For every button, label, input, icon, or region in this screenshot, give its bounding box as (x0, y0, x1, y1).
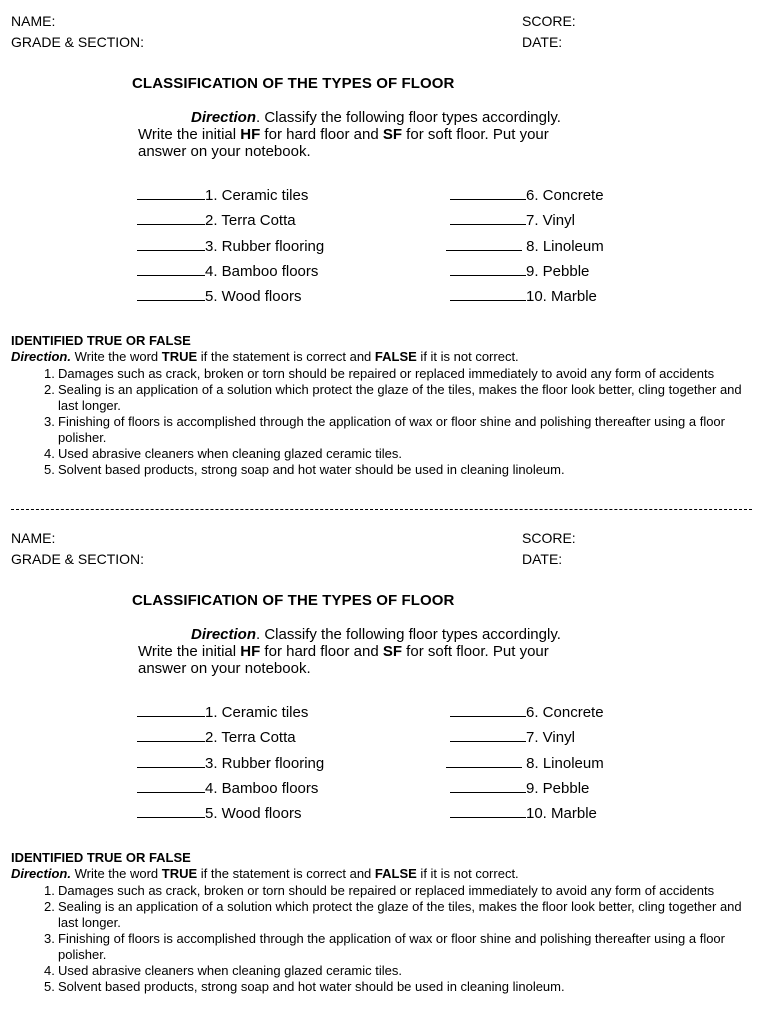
floor-item-label: 8. Linoleum (522, 755, 604, 772)
tf-direction-a: Write the word (70, 866, 162, 881)
worksheet-title: CLASSIFICATION OF THE TYPES OF FLOOR (132, 592, 455, 609)
classification-direction (138, 626, 638, 677)
answer-blank[interactable] (137, 286, 205, 301)
answer-blank[interactable] (450, 261, 526, 276)
list-item-text: Sealing is an application of a solution which protect the glaze of the tiles, makes the floor look better, cling together and last longer. (58, 382, 742, 413)
floor-item-label: 2. Terra Cotta (205, 729, 296, 746)
list-item-number: 4. (44, 446, 55, 461)
floor-item-label: 10. Marble (526, 805, 597, 822)
floor-item-label: 4. Bamboo floors (205, 780, 319, 797)
direction-word: Direction (191, 626, 257, 643)
tf-false: FALSE (374, 866, 417, 881)
floor-item (450, 210, 575, 228)
name-label: NAME: (11, 13, 56, 29)
list-item (22, 963, 752, 979)
floor-item-label: 8. Linoleum (522, 238, 604, 255)
grade-section-label: GRADE & SECTION: (11, 551, 145, 567)
answer-blank[interactable] (137, 778, 205, 793)
worksheet-title: CLASSIFICATION OF THE TYPES OF FLOOR (132, 75, 455, 92)
list-item (22, 899, 752, 931)
floor-item-label: 10. Marble (526, 288, 597, 305)
floor-item-label: 1. Ceramic tiles (205, 704, 309, 721)
answer-blank[interactable] (450, 210, 526, 225)
direction-line2-a: Write the initial (138, 643, 241, 660)
answer-blank[interactable] (137, 261, 205, 276)
true-false-list (22, 366, 752, 478)
floor-item-label: 1. Ceramic tiles (205, 187, 309, 204)
list-item-text: Finishing of floors is accomplished through the application of wax or floor shine and polishing thereafter using a floor polisher. (58, 931, 725, 962)
answer-blank[interactable] (137, 702, 205, 717)
floor-item-label: 5. Wood floors (205, 805, 302, 822)
list-item-text: Solvent based products, strong soap and hot water should be used in cleaning linoleum. (58, 462, 565, 477)
true-false-list (22, 883, 752, 995)
list-item-number: 3. (44, 414, 55, 429)
cut-line-divider (11, 509, 752, 510)
direction-line1: . Classify the following floor types accordingly. (256, 626, 561, 643)
answer-blank[interactable] (446, 753, 522, 768)
floor-item-label: 4. Bamboo floors (205, 263, 319, 280)
tf-direction-word: Direction. (11, 866, 71, 881)
date-label: DATE: (522, 34, 563, 50)
direction-line2-c: for soft floor. Put your (402, 126, 549, 143)
tf-direction-b: if the statement is correct and (197, 349, 375, 364)
floor-item-label: 9. Pebble (526, 780, 590, 797)
tf-direction-c: if it is not correct. (416, 866, 519, 881)
floor-item (450, 727, 575, 745)
floor-item (137, 778, 318, 796)
list-item-text: Damages such as crack, broken or torn should be repaired or replaced immediately to avoid any form of accidents (58, 366, 715, 381)
floor-item (137, 185, 308, 203)
list-item (22, 979, 752, 995)
answer-blank[interactable] (446, 236, 522, 251)
tf-direction-c: if it is not correct. (416, 349, 519, 364)
direction-word: Direction (191, 109, 257, 126)
answer-blank[interactable] (137, 753, 205, 768)
floor-item-label: 9. Pebble (526, 263, 590, 280)
answer-blank[interactable] (450, 727, 526, 742)
direction-sf: SF (382, 126, 403, 143)
floor-item (446, 236, 604, 254)
answer-blank[interactable] (450, 702, 526, 717)
answer-blank[interactable] (450, 803, 526, 818)
floor-item-label: 6. Concrete (526, 704, 604, 721)
floor-item-label: 5. Wood floors (205, 288, 302, 305)
list-item-text: Sealing is an application of a solution which protect the glaze of the tiles, makes the floor look better, cling together and last longer. (58, 899, 742, 930)
answer-blank[interactable] (137, 210, 205, 225)
floor-item (137, 236, 324, 254)
floor-item (137, 727, 296, 745)
floor-item (450, 803, 597, 821)
direction-sf: SF (382, 643, 403, 660)
list-item-number: 5. (44, 979, 55, 994)
list-item-text: Damages such as crack, broken or torn should be repaired or replaced immediately to avoid any form of accidents (58, 883, 715, 898)
list-item-number: 1. (44, 883, 55, 898)
direction-line3: answer on your notebook. (138, 143, 311, 160)
list-item (22, 446, 752, 462)
floor-item (137, 702, 308, 720)
score-label: SCORE: (522, 13, 576, 29)
list-item-text: Finishing of floors is accomplished through the application of wax or floor shine and polishing thereafter using a floor polisher. (58, 414, 725, 445)
floor-item-label: 7. Vinyl (526, 212, 575, 229)
list-item-text: Solvent based products, strong soap and hot water should be used in cleaning linoleum. (58, 979, 565, 994)
answer-blank[interactable] (450, 286, 526, 301)
direction-hf: HF (240, 126, 261, 143)
direction-hf: HF (240, 643, 261, 660)
floor-item (450, 185, 604, 203)
tf-true: TRUE (161, 349, 198, 364)
direction-line2-c: for soft floor. Put your (402, 643, 549, 660)
list-item-number: 3. (44, 931, 55, 946)
list-item-number: 2. (44, 382, 55, 397)
floor-item (450, 702, 604, 720)
direction-line2-b: for hard floor and (260, 126, 383, 143)
list-item-text: Used abrasive cleaners when cleaning glazed ceramic tiles. (58, 963, 402, 978)
date-label: DATE: (522, 551, 563, 567)
list-item (22, 414, 752, 446)
answer-blank[interactable] (450, 185, 526, 200)
floor-item-label: 2. Terra Cotta (205, 212, 296, 229)
direction-line2-a: Write the initial (138, 126, 241, 143)
answer-blank[interactable] (137, 803, 205, 818)
true-false-title: IDENTIFIED TRUE OR FALSE (11, 850, 191, 865)
floor-item (450, 778, 589, 796)
list-item (22, 931, 752, 963)
floor-item (137, 261, 318, 279)
tf-false: FALSE (374, 349, 417, 364)
name-label: NAME: (11, 530, 56, 546)
floor-item-label: 7. Vinyl (526, 729, 575, 746)
true-false-direction (11, 349, 519, 364)
tf-direction-a: Write the word (70, 349, 162, 364)
list-item (22, 382, 752, 414)
tf-direction-word: Direction. (11, 349, 71, 364)
list-item-text: Used abrasive cleaners when cleaning glazed ceramic tiles. (58, 446, 402, 461)
list-item (22, 366, 752, 382)
classification-direction (138, 109, 638, 160)
floor-item (137, 286, 301, 304)
worksheet-bottom (0, 517, 768, 1025)
true-false-title: IDENTIFIED TRUE OR FALSE (11, 333, 191, 348)
answer-blank[interactable] (137, 727, 205, 742)
list-item-number: 4. (44, 963, 55, 978)
list-item (22, 462, 752, 478)
answer-blank[interactable] (137, 185, 205, 200)
list-item-number: 2. (44, 899, 55, 914)
answer-blank[interactable] (137, 236, 205, 251)
floor-item (137, 210, 296, 228)
floor-item (450, 286, 597, 304)
list-item (22, 883, 752, 899)
direction-line3: answer on your notebook. (138, 660, 311, 677)
floor-item (446, 753, 604, 771)
floor-item-label: 3. Rubber flooring (205, 238, 325, 255)
worksheet-top (0, 0, 768, 508)
floor-item (450, 261, 589, 279)
score-label: SCORE: (522, 530, 576, 546)
tf-direction-b: if the statement is correct and (197, 866, 375, 881)
direction-line2-b: for hard floor and (260, 643, 383, 660)
floor-item-label: 3. Rubber flooring (205, 755, 325, 772)
floor-item (137, 803, 301, 821)
list-item-number: 1. (44, 366, 55, 381)
floor-item (137, 753, 324, 771)
direction-line1: . Classify the following floor types accordingly. (256, 109, 561, 126)
true-false-direction (11, 866, 519, 881)
list-item-number: 5. (44, 462, 55, 477)
grade-section-label: GRADE & SECTION: (11, 34, 145, 50)
tf-true: TRUE (161, 866, 198, 881)
floor-item-label: 6. Concrete (526, 187, 604, 204)
answer-blank[interactable] (450, 778, 526, 793)
